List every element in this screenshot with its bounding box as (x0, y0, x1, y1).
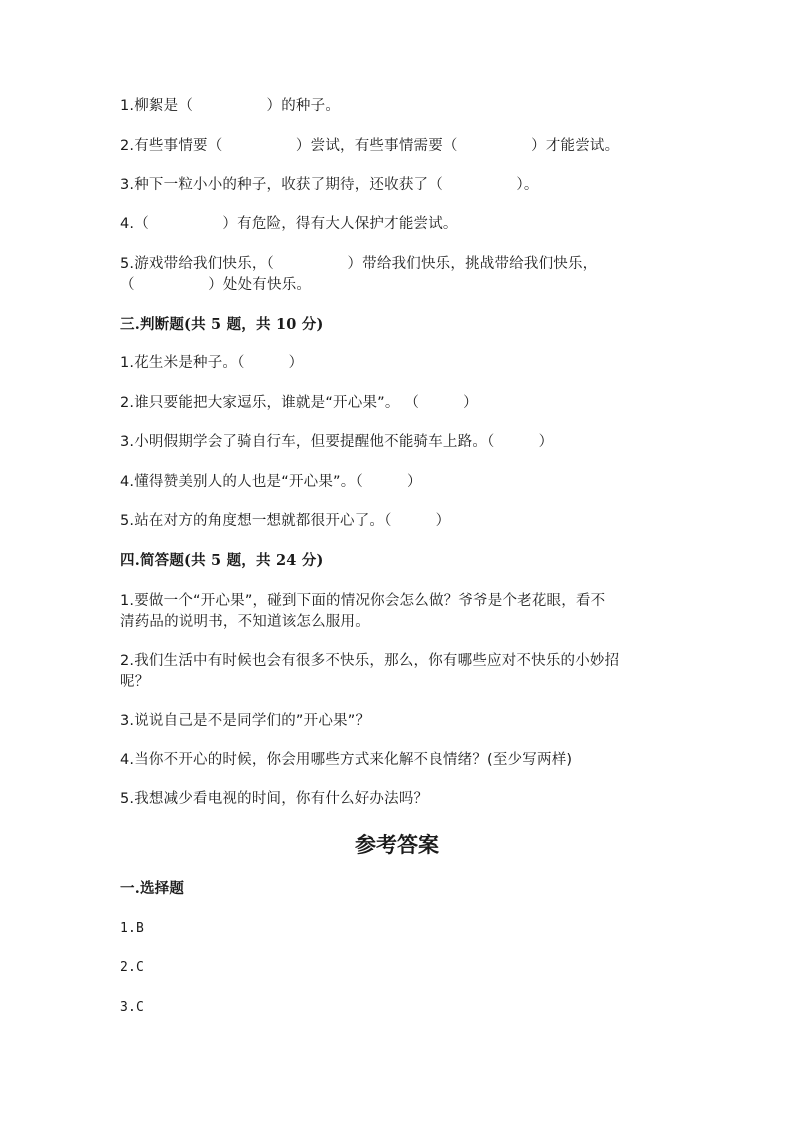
fill-blank-question-1: 1.柳絮是（ ）的种子。 (120, 98, 341, 114)
answer-item-1: 1.B (120, 921, 145, 936)
judge-question-1: 1.花生米是种子。（ ） (120, 355, 304, 371)
short-answer-question-4: 4.当你不开心的时候，你会用哪些方式来化解不良情绪？(至少写两样) (120, 752, 573, 768)
answer-item-3: 3.C (120, 1000, 145, 1015)
short-answer-question-1-line-1: 1.要做一个“开心果”，碰到下面的情况你会怎么做？爷爷是个老花眼，看不 (120, 593, 606, 609)
short-answer-question-3: 3.说说自己是不是同学们的”开心果”？ (120, 713, 371, 729)
fill-blank-question-3: 3.种下一粒小小的种子，收获了期待，还收获了（ ）。 (120, 177, 539, 193)
judge-question-2: 2.谁只要能把大家逗乐，谁就是“开心果”。 （ ） (120, 395, 478, 411)
fill-blank-question-5-line-1: 5.游戏带给我们快乐，（ ）带给我们快乐，挑战带给我们快乐， (120, 256, 598, 272)
short-answer-question-2-line-2: 呢？ (120, 674, 150, 690)
judge-question-4: 4.懂得赞美别人的人也是“开心果”。（ ） (120, 474, 422, 490)
judge-question-3: 3.小明假期学会了骑自行车，但要提醒他不能骑车上路。（ ） (120, 434, 554, 450)
fill-blank-question-4: 4.（ ）有危险，得有大人保护才能尝试。 (120, 216, 458, 232)
judge-section-heading: 三.判断题(共 5 题，共 10 分) (120, 316, 324, 333)
answer-item-2: 2.C (120, 960, 145, 975)
short-answer-section-heading: 四.简答题(共 5 题，共 24 分) (120, 552, 324, 569)
judge-question-5: 5.站在对方的角度想一想就都很开心了。（ ） (120, 513, 451, 529)
short-answer-question-2-line-1: 2.我们生活中有时候也会有很多不快乐，那么，你有哪些应对不快乐的小妙招 (120, 653, 620, 669)
answer-key-title: 参考答案 (355, 832, 439, 857)
fill-blank-question-2: 2.有些事情要（ ）尝试，有些事情需要（ ）才能尝试。 (120, 138, 620, 154)
answer-key-section-heading: 一.选择题 (120, 880, 185, 897)
short-answer-question-1-line-2: 清药品的说明书，不知道该怎么服用。 (120, 614, 370, 630)
short-answer-question-5: 5.我想减少看电视的时间，你有什么好办法吗？ (120, 791, 429, 807)
fill-blank-question-5-line-2: （ ）处处有快乐。 (120, 277, 312, 293)
